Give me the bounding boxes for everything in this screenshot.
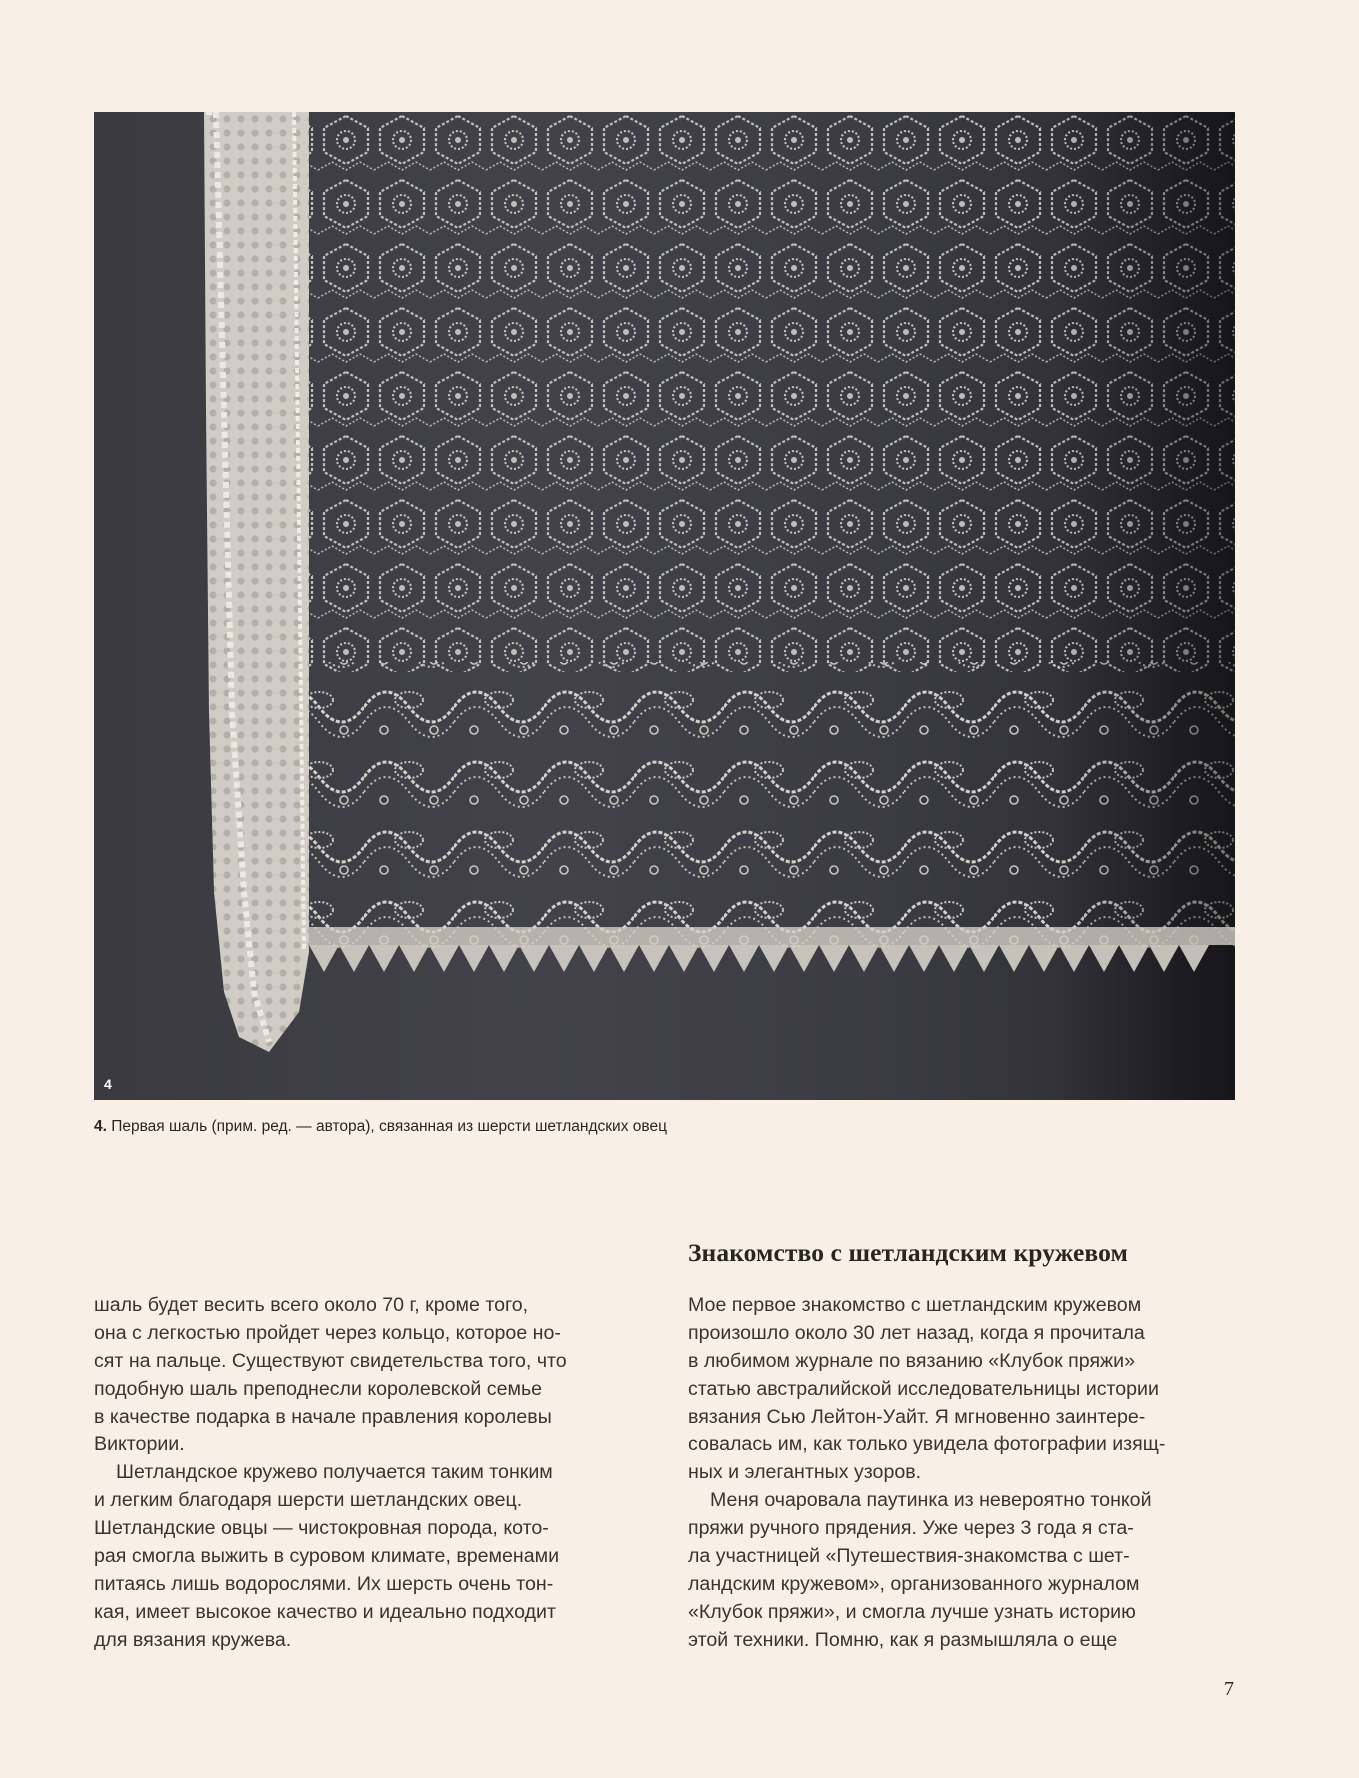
text-line: совалась им, как только увидела фотографии изящ-	[688, 1433, 1166, 1456]
text-line: сят на пальце. Существуют свидетельства того, что	[94, 1349, 567, 1372]
text-line: кая, имеет высокое качество и идеально подходит	[94, 1600, 556, 1623]
page-number: 7	[1224, 1678, 1234, 1700]
text-line: ных и элегантных узоров.	[688, 1461, 922, 1484]
caption-number: 4.	[94, 1118, 107, 1135]
text-line: питаясь лишь водорослями. Их шерсть очень тон-	[94, 1572, 554, 1595]
section-heading: Знакомство с шетландским кружевом	[688, 1238, 1128, 1267]
text-line: в любимом журнале по вязанию «Клубок пряжи»	[688, 1349, 1136, 1372]
text-line: шаль будет весить всего около 70 г, кроме того,	[94, 1294, 529, 1316]
figure-number-label: 4	[104, 1076, 112, 1092]
text-line: Шетландское кружево получается таким тонким	[116, 1461, 553, 1484]
text-line: этой техники. Помню, как я размышляла о еще	[688, 1628, 1118, 1651]
left-text-column	[94, 1292, 649, 1655]
figure-caption	[94, 1118, 667, 1136]
lace-shawl-photo	[94, 112, 1235, 1100]
text-line: рая смогла выжить в суровом климате, временами	[94, 1545, 560, 1568]
text-line: вязания Сью Лейтон-Уайт. Я мгновенно заинтере-	[688, 1405, 1146, 1428]
text-line: и легким благодаря шерсти шетландских овец.	[94, 1489, 523, 1512]
right-text-column	[688, 1292, 1243, 1655]
text-line: Шетландские овцы — чистокровная порода, кото-	[94, 1517, 549, 1540]
text-line: она с легкостью пройдет через кольцо, которое но-	[94, 1321, 561, 1344]
text-line: Мое первое знакомство с шетландским кружевом	[688, 1294, 1142, 1316]
text-line: «Клубок пряжи», и смогла лучше узнать историю	[688, 1600, 1136, 1623]
text-line: пряжи ручного прядения. Уже через 3 года я ста-	[688, 1517, 1134, 1540]
text-line: ла участницей «Путешествия-знакомства с шет-	[688, 1545, 1130, 1568]
text-line: подобную шаль преподнесли королевской семье	[94, 1377, 543, 1400]
text-line: ландским кружевом», организованного журналом	[688, 1572, 1140, 1595]
text-line: в качестве подарка в начале правления королевы	[94, 1405, 552, 1428]
text-line: произошло около 30 лет назад, когда я прочитала	[688, 1321, 1145, 1344]
text-line: Меня очаровала паутинка из невероятно тонкой	[710, 1489, 1152, 1512]
text-line: Виктории.	[94, 1433, 185, 1456]
text-line: для вязания кружева.	[94, 1628, 292, 1651]
lace-shawl-illustration	[94, 112, 1235, 1100]
text-line: статью австралийской исследовательницы истории	[688, 1377, 1159, 1400]
caption-text: Первая шаль (прим. ред. — автора), связанная из шерсти шетландских овец	[106, 1118, 667, 1135]
